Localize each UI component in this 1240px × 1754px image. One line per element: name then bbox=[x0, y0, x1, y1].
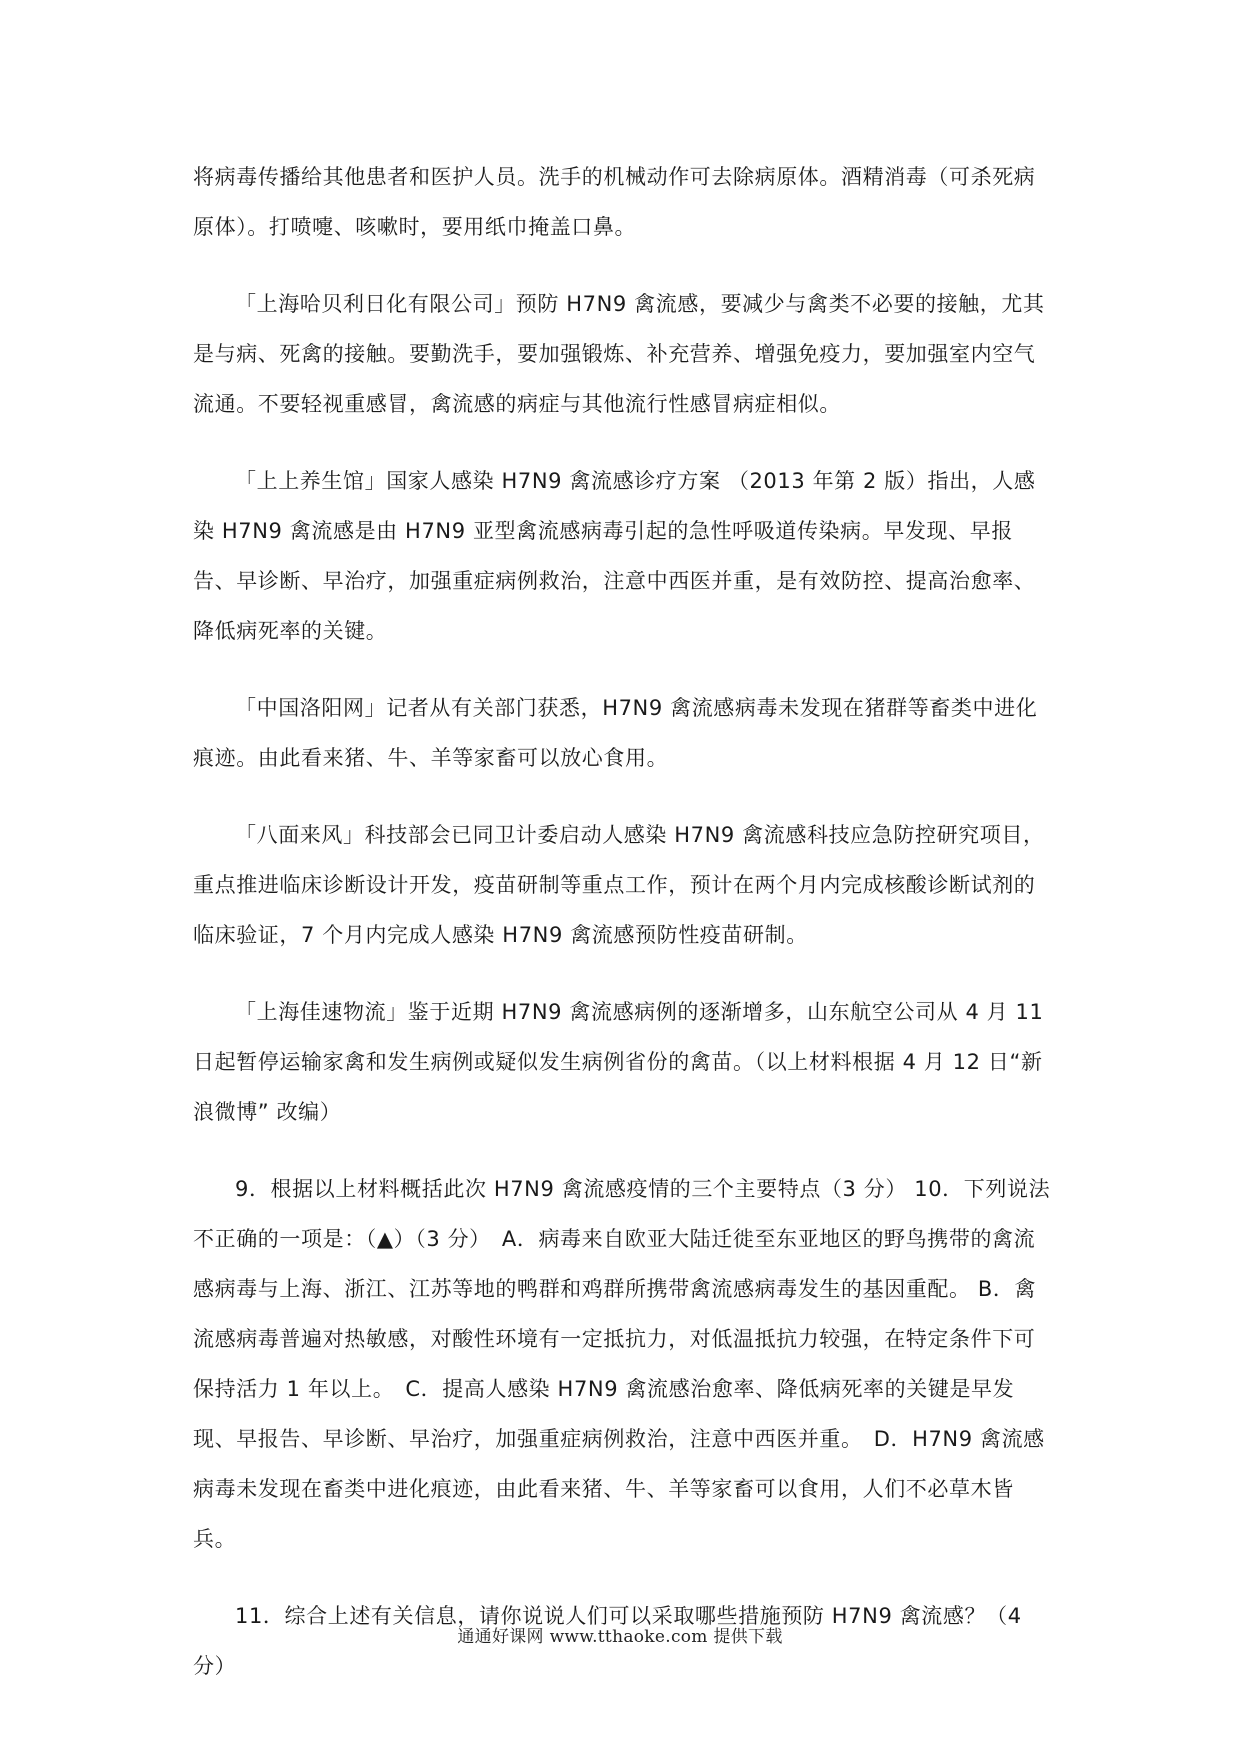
paragraph-continuation: 将病毒传播给其他患者和医护人员。洗手的机械动作可去除病原体。酒精消毒（可杀死病原体）。打喷嚏、咳嗽时，要用纸巾掩盖口鼻。 bbox=[193, 165, 1036, 239]
question-9-10: 9．根据以上材料概括此次 H7N9 禽流感疫情的三个主要特点（3 分） 10．下列说法不正确的一项是：（▲）（3 分） A．病毒来自欧亚大陆迁徙至东亚地区的野鸟携带的禽流感病毒与上海、浙江、江苏等地的鸭群和鸡群所携带禽流感病毒发生的基因重配。 B．禽流感病毒普遍对热敏感，对酸性环境有一定抵抗力，对低温抵抗力较强，在特定条件下可保持活力 1 年以上。 C．提高人感染 H7N9 禽流感治愈率、降低病死率的关键是早发现、早报告、早诊断、早治疗，加强重症病例救治，注意中西医并重。 D．H7N9 禽流感病毒未发现在畜类中进化痕迹，由此看来猪、牛、羊等家畜可以食用，人们不必草木皆兵。 bbox=[193, 1177, 1051, 1551]
page-footer: 通通好课网 www.tthaoke.com 提供下载 bbox=[457, 1627, 783, 1647]
paragraph-shanghai-habeili: 「上海哈贝利日化有限公司」预防 H7N9 禽流感，要减少与禽类不必要的接触，尤其是与病、死禽的接触。要勤洗手，要加强锻炼、补充营养、增强免疫力，要加强室内空气流通。不要轻视重感冒，禽流感的病症与其他流行性感冒病症相似。 bbox=[193, 292, 1045, 416]
question-11: 11．综合上述有关信息，请你说说人们可以采取哪些措施预防 H7N9 禽流感？（4 分） bbox=[193, 1604, 1022, 1678]
paragraph-luoyang-net: 「中国洛阳网」记者从有关部门获悉，H7N9 禽流感病毒未发现在猪群等畜类中进化痕迹。由此看来猪、牛、羊等家畜可以放心食用。 bbox=[193, 696, 1038, 770]
paragraph-shanghai-jiasu: 「上海佳速物流」鉴于近期 H7N9 禽流感病例的逐渐增多，山东航空公司从 4 月 11 日起暂停运输家禽和发生病例或疑似发生病例省份的禽苗。（以上材料根据 4 月 12 日“新浪微博” 改编） bbox=[193, 1000, 1044, 1124]
paragraph-shangshang-yangsheng: 「上上养生馆」国家人感染 H7N9 禽流感诊疗方案 （2013 年第 2 版）指出，人感染 H7N9 禽流感是由 H7N9 亚型禽流感病毒引起的急性呼吸道传染病。早发现、早报告、早诊断、早治疗，加强重症病例救治，注意中西医并重，是有效防控、提高治愈率、降低病死率的关键。 bbox=[193, 469, 1036, 643]
paragraph-bamian-laifeng: 「八面来风」科技部会已同卫计委启动人感染 H7N9 禽流感科技应急防控研究项目，重点推进临床诊断设计开发，疫苗研制等重点工作，预计在两个月内完成核酸诊断试剂的临床验证，7 个月内完成人感染 H7N9 禽流感预防性疫苗研制。 bbox=[193, 823, 1045, 947]
document-body bbox=[193, 152, 1055, 1691]
